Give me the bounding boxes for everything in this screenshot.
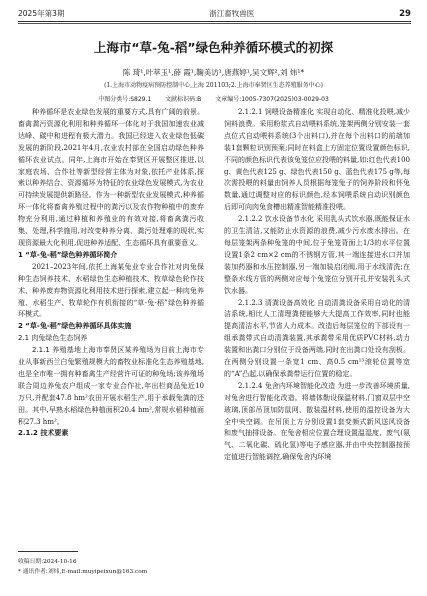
section-2-1-2-2-paragraph: 2.1.2.2 饮水设备节水化 采用乳头式饮水器,既能保证水的卫生清洁,又能防止水资源的浪费,减少污水废水排出。在每层笼架两条种兔笼的中间,位于兔笼背面上1/3的水平位置设置1条2 cm×2 cm的不锈钢方管,其一端连接进水口并加装加药器和水压控制器,另一端加装启闭阀,用于水线清洗;在整条水线方管的两侧对应每个兔笼位分别开孔并安装乳头式饮水器。 <box>224 215 410 295</box>
journal-name: 浙江畜牧兽医 <box>209 9 255 18</box>
section-2-1-1-text: 上海市奉贤区某养殖场为目前上海市专业从事新西兰白兔繁殖规模大的畜牧业标准化生态养殖基地,也是全市唯一拥有种畜禽生产经营许可证的种兔场;该养殖场联合周边养兔农户组成一家专业合作社,年出栏商品兔近10万只,并配套47.8 hm²农田开展水稻生产,用于承载兔粪的还田。其中,早熟水稻绿色种植面积20.4 hm²,常规水稻种植面积27.3 hm²。 <box>18 346 204 426</box>
running-header <box>18 6 411 19</box>
document-code: 文献标识码:B <box>165 96 202 103</box>
section-2-1-2-1-paragraph: 2.1.2.1 饲喂设备精准化 实现自动化、精准化投喂,减少饲料浪费。采用粉浆式自动喂料系统,笼架两侧分别安装一套点位式自动喂料系统(3个出料口),并在每个出料口的前端加装1套颗粒识别预案;同时在料盒上方固定位置设置颜色标识,不同的颜色标识代表该兔笼位应投喂的料量,如:红色代表100 g、黄色代表125 g、绿色代表150 g、蓝色代表175 g等,每次需投喂的料量由饲养人员根据每笼兔子的饲养阶段和怀兔数量,通过调整对应的标识颜色,经本饲喂系统自动识别颜色后即可向肉兔食槽出精准智能精准投喂。 <box>224 108 410 212</box>
left-column <box>18 107 204 440</box>
header-rule <box>18 21 411 22</box>
intro-paragraph: 种养循环是农业绿色发展的重要方式,具有广阔的前景。畜禽粪污资源化利用和种养循环一体化对于我国加速农业减达峰、碳中和进程有极大潜力。我国已经进入农业绿色低碳发展的新阶段,2021年4月,农业农村部在全国启动绿色种养循环农业试点。同年,上海市开始在奉贤区开展整区推进,以家庭农场、合作社等新型经营主体为对象,依托产业体系,探索以种养结合、资源循环为特征的农业绿色发展模式,为农业可持续发展提供新路径。作为一种新型农业发展模式,种养循环一体化将畜禽养殖过程中的粪污以及农作物种植中的废弃物充分利用,通过种植和养殖业的有效对接,将畜禽粪污收集、处理,科学施用,对改变种养分离、粪污处理难的现状,实现资源最大化利用,促进种养适配、生态循环具有重要意义。 <box>18 108 204 247</box>
section-1-heading: 1 “草-兔-稻”绿色种养循环简介 <box>18 250 118 259</box>
header-rule-thin <box>18 23 411 24</box>
section-2-1-2-heading: 2.1.2 技术要素 <box>18 429 69 438</box>
article-id: 文章编号:1005-7307(2025)03-0029-03 <box>215 96 329 103</box>
page-number: 29 <box>399 9 411 19</box>
clc-code: 中图分类号:S829.1 <box>98 96 152 103</box>
footnote-rule <box>18 551 78 552</box>
issue-label: 2025年第3期 <box>18 9 65 18</box>
section-1-paragraph: 2021–2023年间,依托上海某兔业专业合作社对肉兔保种生态饲养技术、水稻绿色生态种植技术、牧草绿色轮作技术、种养废弃物资源化利用技术进行探索,建立起一种肉兔养殖、水稻生产、牧草轮作有机衔接的“草-兔-稻”绿色种养循环模式。 <box>18 262 204 319</box>
section-2-1-1-paragraph <box>18 345 204 428</box>
right-column <box>224 107 410 464</box>
article-title: 上海市“草-兔-稻”绿色种养循环模式的初探 <box>93 40 334 55</box>
affiliation: (1.上海市动物疫病预防控制中心,上海 201103;2.上海市奉贤区生态养殖服务中心) <box>104 82 323 89</box>
section-2-1-heading: 2.1 肉兔绿色生态饲养 <box>18 334 88 343</box>
section-2-1-1-heading: 2.1.1 养殖基地 <box>32 346 82 355</box>
received-date: 收稿日期:2024-10-16 <box>18 559 77 565</box>
corresponding-author: * 通讯作者:刘炜,E-mail:muyipeixun@163.com <box>18 569 148 575</box>
section-2-1-2-4-paragraph: 2.1.2.4 兔舍内环境智能化改造 为进一步改善环境质量,对兔舍进行智能化改造。将墙体勒设保温材料,门窗双层中空玻璃,顶部吊顶加防鼠网、散装温材料,使用的温控设备为大全中央空调。在吊顶上方分别设置1套变频式新风送风设备和废气抽排设备。在兔舍相应位置合理设置温湿度、废气(氨气、二氧化碳、硫化氢)等电子感应器,并由中央控制器按预定值进行智能调控,确保兔舍内环境 <box>224 381 410 462</box>
classification-line <box>0 94 427 103</box>
section-2-1-2-3-paragraph: 2.1.2.3 清粪设备高效化 自动清粪设备采用自动化的清洁系统,相比人工清理粪便能够大大提高工作效率,同时也能提高清洁水平,节省人力成本。改造后每层笼位的下部设有一组承粪带式自动清粪装置,其承粪带采用优质PVC材料,动力装置和出粪口分别位于设备两端,同时在出粪口处设有刮板。在两侧分别设置一条宽1 cm、高0.5 cm¹³滚轮位置等宽的“A”凸起,以确保承粪带运行位置的稳定。 <box>224 298 410 378</box>
article-body <box>18 107 412 585</box>
section-2-heading: 2 “草-兔-稻”绿色种养循环具体实施 <box>18 322 132 331</box>
author-list: 陈 琦¹,叶萃玉¹,薛 霞¹,鞠美访¹,唐燕婷¹,吴文辉²,刘 炜¹* <box>122 68 305 77</box>
